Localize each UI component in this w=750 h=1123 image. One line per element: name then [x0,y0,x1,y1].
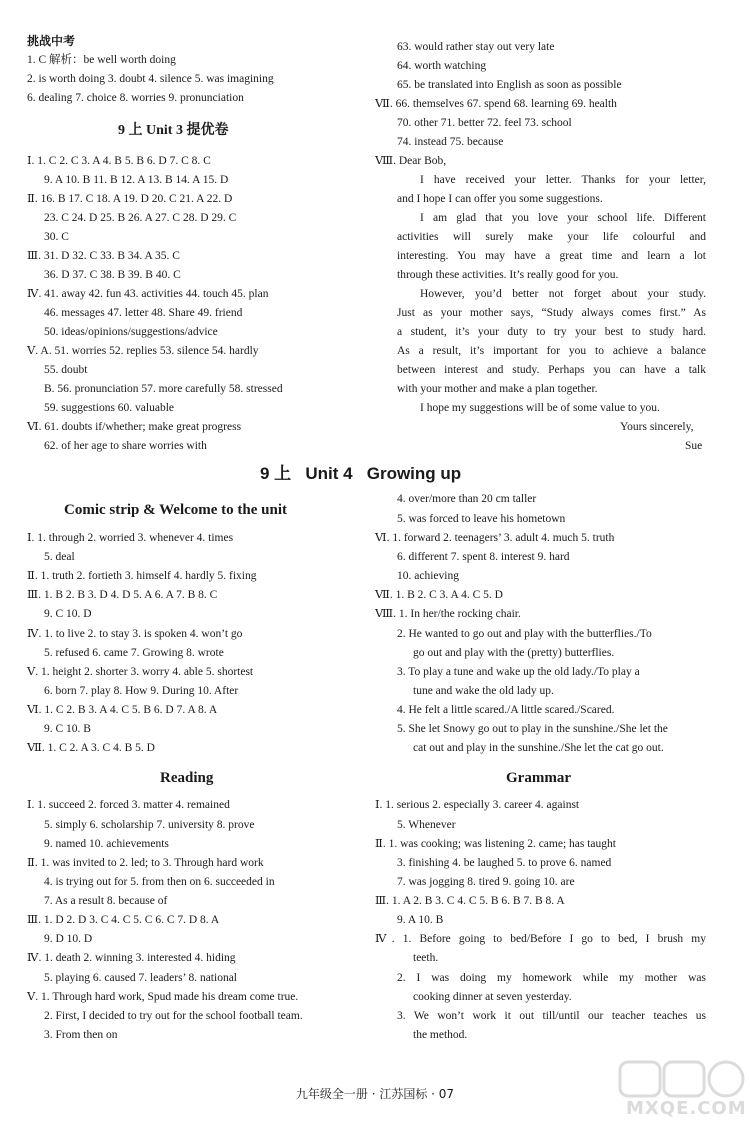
answer-line: cat out and play in the sunshine./She let the cat go out. [413,742,664,754]
answer-line: Ⅱ. 1. was invited to 2. led; to 3. Through hard work [27,857,264,869]
letter-line: between interest and study. Perhaps you can have a talk [397,364,706,376]
letter-line: activities will surely make your life colourful and [397,231,706,243]
answer-line: 6. dealing 7. choice 8. worries 9. pronunciation [27,92,244,104]
answer-line: 2. First, I decided to try out for the school football team. [44,1010,303,1022]
answer-line: 55. doubt [44,364,88,376]
answer-line: 64. worth watching [397,60,487,72]
answer-line: 23. C 24. D 25. B 26. A 27. C 28. D 29. C [44,212,237,224]
answer-line: 3. We won’t work it out till/until our teacher teaches us [397,1010,706,1022]
answer-line: 9. D 10. D [44,933,93,945]
answer-line: Ⅶ. 1. B 2. C 3. A 4. C 5. D [375,589,503,601]
answer-line: 9. A 10. B 11. B 12. A 13. B 14. A 15. D [44,174,229,186]
letter-line: Just as your mother says, “Study always comes first.” As [397,307,706,319]
section-heading-challenge: 挑战中考 [27,34,76,48]
reading-section-title: Reading [160,770,214,786]
answer-line: 36. D 37. C 38. B 39. B 40. C [44,269,181,281]
answer-line: 62. of her age to share worries with [44,440,207,452]
answer-line: 63. would rather stay out very late [397,41,555,53]
answer-line: 9. C 10. D [44,608,92,620]
answer-line: Ⅴ. 1. Through hard work, Spud made his dream come true. [27,991,299,1003]
answer-line: 3. From then on [44,1029,118,1041]
letter-line: through these activities. It’s really good for you. [397,269,619,281]
answer-line: Ⅲ. 31. D 32. C 33. B 34. A 35. C [27,250,180,262]
answer-line: 5. was forced to leave his hometown [397,513,566,525]
answer-line: Ⅴ. A. 51. worries 52. replies 53. silence 54. hardly [27,345,259,357]
answer-line: 1. C 解析：be well worth doing [27,54,176,66]
answer-line: Ⅲ. 1. A 2. B 3. C 4. C 5. B 6. B 7. B 8. A [375,895,565,907]
answer-line: B. 56. pronunciation 57. more carefully 58. stressed [44,383,283,395]
answer-line: Ⅱ. 16. B 17. C 18. A 19. D 20. C 21. A 22. D [27,193,233,205]
answer-line: the method. [413,1029,468,1041]
letter-line: and I hope I can offer you some suggestions. [397,193,603,205]
answer-line: teeth. [413,952,439,964]
answer-line: Ⅰ. 1. through 2. worried 3. whenever 4. times [27,532,234,544]
answer-line: tune and wake the old lady up. [413,685,554,697]
answer-line: Ⅵ. 1. forward 2. teenagers’ 3. adult 4. much 5. truth [375,532,615,544]
letter-closing: Yours sincerely, [620,421,694,433]
answer-line: cooking dinner at seven yesterday. [413,991,572,1003]
answer-line: 6. born 7. play 8. How 9. During 10. After [44,685,239,697]
answer-line: Ⅶ. 66. themselves 67. spend 68. learning 69. health [375,98,617,110]
unit4-title: 9 上 Unit 4 Growing up [260,464,462,483]
answer-line: Ⅳ. 1. death 2. winning 3. interested 4. hiding [27,952,236,964]
answer-line: 5. She let Snowy go out to play in the sunshine./She let the [397,723,668,735]
comic-section-title: Comic strip & Welcome to the unit [64,502,288,518]
answer-line: go out and play with the (pretty) butterflies. [413,647,615,659]
letter-line: a student, it’s your duty to try your best to study hard. [397,326,706,338]
unit3-title: 9 上 Unit 3 提优卷 [118,123,229,138]
answer-line: Ⅲ. 1. D 2. D 3. C 4. C 5. C 6. C 7. D 8. A [27,914,220,926]
answer-line: Ⅲ. 1. B 2. B 3. D 4. D 5. A 6. A 7. B 8. C [27,589,218,601]
answer-line: 9. named 10. achievements [44,838,169,850]
answer-line: 3. To play a tune and wake up the old lady./To play a [397,666,640,678]
answer-line: Ⅶ. 1. C 2. A 3. C 4. B 5. D [27,742,155,754]
answer-line: Ⅴ. 1. height 2. shorter 3. worry 4. able 5. shortest [27,666,254,678]
letter-line: As a result, it’s important for you to achieve a balance [397,345,706,357]
answer-line: 2. I was doing my homework while my mother was [397,972,706,984]
answer-line: 5. refused 6. came 7. Growing 8. wrote [44,647,224,659]
answer-line: 4. He felt a little scared./A little scared./Scared. [397,704,615,716]
letter-line: I have received your letter. Thanks for your letter, [420,174,706,186]
watermark-logo [618,1060,748,1120]
answer-line: 5. deal [44,551,75,563]
answer-line: Ⅳ. 41. away 42. fun 43. activities 44. touch 45. plan [27,288,269,300]
answer-line: 74. instead 75. because [397,136,504,148]
answer-line: 6. different 7. spent 8. interest 9. hard [397,551,570,563]
letter-line: However, you’d better not forget about your study. [420,288,706,300]
letter-greeting: Ⅷ. Dear Bob, [375,155,447,167]
letter-line: I am glad that you love your school life. Different [420,212,706,224]
answer-line: 50. ideas/opinions/suggestions/advice [44,326,218,338]
answer-line: 59. suggestions 60. valuable [44,402,174,414]
letter-signature: Sue [685,440,703,452]
answer-line: 7. was jogging 8. tired 9. going 10. are [397,876,575,888]
answer-line: 7. As a result 8. because of [44,895,168,907]
answer-line: 4. is trying out for 5. from then on 6. succeeded in [44,876,275,888]
answer-line: 30. C [44,231,69,243]
answer-line: Ⅰ. 1. C 2. C 3. A 4. B 5. B 6. D 7. C 8. C [27,155,211,167]
answer-line: 65. be translated into English as soon as possible [397,79,622,91]
page-footer: 九年级全一册 · 江苏国标 · 07 [295,1087,455,1101]
letter-line: I hope my suggestions will be of some value to you. [420,402,660,414]
answer-line: Ⅵ. 61. doubts if/whether; make great progress [27,421,242,433]
answer-line: Ⅵ. 1. C 2. B 3. A 4. C 5. B 6. D 7. A 8. A [27,704,218,716]
answer-line: 9. C 10. B [44,723,91,735]
answer-line: 70. other 71. better 72. feel 73. school [397,117,572,129]
answer-line: Ⅱ. 1. truth 2. fortieth 3. himself 4. hardly 5. fixing [27,570,257,582]
answer-line: 46. messages 47. letter 48. Share 49. friend [44,307,243,319]
grammar-section-title: Grammar [506,770,571,786]
answer-line: 2. He wanted to go out and play with the butterflies./To [397,628,652,640]
answer-line: Ⅰ. 1. serious 2. especially 3. career 4. against [375,799,580,811]
answer-line: 9. A 10. B [397,914,444,926]
answer-line: Ⅷ. 1. In her/the rocking chair. [375,608,521,620]
answer-line: 5. Whenever [397,819,456,831]
answer-line: Ⅱ. 1. was cooking; was listening 2. came; has taught [375,838,616,850]
answer-line: 10. achieving [397,570,459,582]
answer-line: Ⅳ. 1. Before going to bed/Before I go to bed, I brush my [375,933,706,945]
answer-line: 4. over/more than 20 cm taller [397,493,537,505]
answer-line: 2. is worth doing 3. doubt 4. silence 5. was imagining [27,73,274,85]
answer-line: Ⅰ. 1. succeed 2. forced 3. matter 4. remained [27,799,230,811]
letter-line: with your mother and make a plan together. [397,383,598,395]
answer-line: 5. simply 6. scholarship 7. university 8. prove [44,819,255,831]
answer-line: 5. playing 6. caused 7. leaders’ 8. national [44,972,237,984]
answer-line: 3. finishing 4. be laughed 5. to prove 6. named [397,857,612,869]
watermark-text: MXQE.COM [626,1098,747,1119]
answer-line: Ⅳ. 1. to live 2. to stay 3. is spoken 4. won’t go [27,628,243,640]
letter-line: interesting. You may have a great time and learn a lot [397,250,706,262]
